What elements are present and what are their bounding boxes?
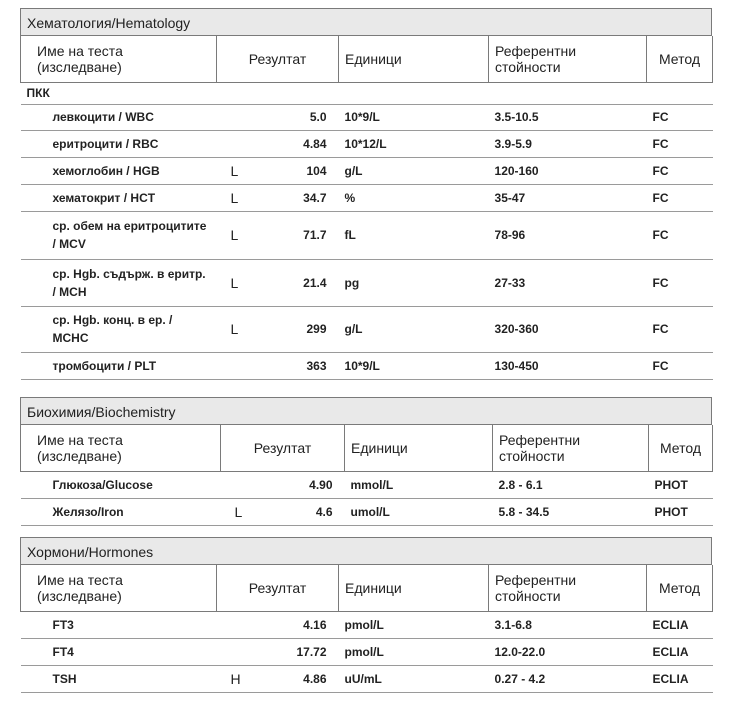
- group-row: [21, 82, 713, 104]
- col-name-header: Име на теста (изследване): [21, 565, 217, 611]
- table-row: [21, 352, 713, 379]
- hormones-section: [20, 537, 712, 693]
- col-method-header: Метод: [647, 36, 713, 82]
- col-name-header: Име на теста (изследване): [21, 425, 221, 471]
- test-unit: pmol/L: [339, 611, 489, 638]
- test-result: 363: [249, 352, 339, 379]
- table-row: [21, 157, 713, 184]
- biochemistry-title: Биохимия/Biochemistry: [20, 397, 712, 425]
- test-ref: 130-450: [489, 352, 647, 379]
- biochemistry-table: [20, 425, 713, 526]
- test-result: 4.6: [253, 498, 345, 525]
- test-result: 34.7: [249, 184, 339, 211]
- table-row: [21, 104, 713, 130]
- test-ref: 0.27 - 4.2: [489, 665, 647, 692]
- hormones-table: [20, 565, 713, 693]
- test-ref: 3.1-6.8: [489, 611, 647, 638]
- col-ref-header: Референтни стойности: [493, 425, 649, 471]
- test-name: еритроцити / RBC: [21, 130, 217, 157]
- test-method: ECLIA: [647, 611, 713, 638]
- test-flag: [221, 471, 253, 498]
- test-name: TSH: [21, 665, 217, 692]
- test-result: 4.16: [249, 611, 339, 638]
- test-method: PHOT: [649, 498, 713, 525]
- test-result: 71.7: [249, 211, 339, 259]
- test-flag: L: [221, 498, 253, 525]
- test-unit: %: [339, 184, 489, 211]
- col-method-header: Метод: [647, 565, 713, 611]
- test-name: ср. Hgb. конц. в ер. / MCHC: [21, 306, 217, 352]
- table-row: [21, 471, 713, 498]
- table-row: [21, 184, 713, 211]
- test-result: 299: [249, 306, 339, 352]
- test-name: ср. обем на еритроцитите / MCV: [21, 211, 217, 259]
- test-name: левкоцити / WBC: [21, 104, 217, 130]
- test-method: FC: [647, 306, 713, 352]
- test-ref: 12.0-22.0: [489, 638, 647, 665]
- test-name: ср. Hgb. съдърж. в еритр. / MCH: [21, 259, 217, 306]
- col-units-header: Единици: [339, 565, 489, 611]
- test-ref: 27-33: [489, 259, 647, 306]
- table-row: [21, 130, 713, 157]
- test-method: FC: [647, 104, 713, 130]
- table-row: [21, 611, 713, 638]
- col-result-header: Резултат: [221, 425, 345, 471]
- hematology-header-row: [21, 36, 713, 82]
- col-method-header: Метод: [649, 425, 713, 471]
- test-method: PHOT: [649, 471, 713, 498]
- group-label: ПКК: [21, 82, 713, 104]
- test-flag: L: [217, 259, 249, 306]
- test-unit: pg: [339, 259, 489, 306]
- test-unit: uU/mL: [339, 665, 489, 692]
- test-unit: 10*9/L: [339, 352, 489, 379]
- test-flag: [217, 638, 249, 665]
- hormones-header-row: [21, 565, 713, 611]
- test-method: FC: [647, 211, 713, 259]
- test-result: 17.72: [249, 638, 339, 665]
- test-name: FT3: [21, 611, 217, 638]
- test-ref: 3.5-10.5: [489, 104, 647, 130]
- table-row: [21, 665, 713, 692]
- hematology-table: [20, 36, 713, 380]
- test-flag: H: [217, 665, 249, 692]
- hematology-section: [20, 8, 712, 380]
- test-unit: 10*9/L: [339, 104, 489, 130]
- test-flag: [217, 352, 249, 379]
- test-flag: [217, 611, 249, 638]
- col-ref-header: Референтни стойности: [489, 565, 647, 611]
- test-unit: g/L: [339, 306, 489, 352]
- test-flag: L: [217, 211, 249, 259]
- test-name: тромбоцити / PLT: [21, 352, 217, 379]
- test-method: ECLIA: [647, 638, 713, 665]
- test-method: FC: [647, 259, 713, 306]
- table-row: [21, 498, 713, 525]
- test-unit: pmol/L: [339, 638, 489, 665]
- test-flag: L: [217, 157, 249, 184]
- test-ref: 2.8 - 6.1: [493, 471, 649, 498]
- test-ref: 5.8 - 34.5: [493, 498, 649, 525]
- col-ref-header: Референтни стойности: [489, 36, 647, 82]
- col-name-header: Име на теста (изследване): [21, 36, 217, 82]
- test-flag: [217, 130, 249, 157]
- test-result: 4.84: [249, 130, 339, 157]
- test-unit: fL: [339, 211, 489, 259]
- test-ref: 78-96: [489, 211, 647, 259]
- test-method: ECLIA: [647, 665, 713, 692]
- test-name: Глюкоза/Glucose: [21, 471, 221, 498]
- test-unit: 10*12/L: [339, 130, 489, 157]
- test-method: FC: [647, 130, 713, 157]
- hormones-title: Хормони/Hormones: [20, 537, 712, 565]
- test-unit: mmol/L: [345, 471, 493, 498]
- biochemistry-header-row: [21, 425, 713, 471]
- test-ref: 35-47: [489, 184, 647, 211]
- test-ref: 320-360: [489, 306, 647, 352]
- test-name: хематокрит / HCT: [21, 184, 217, 211]
- test-name: FT4: [21, 638, 217, 665]
- test-method: FC: [647, 352, 713, 379]
- test-name: хемоглобин / HGB: [21, 157, 217, 184]
- hematology-title: Хематология/Hematology: [20, 8, 712, 36]
- table-row: [21, 259, 713, 306]
- test-flag: [217, 104, 249, 130]
- col-units-header: Единици: [345, 425, 493, 471]
- biochemistry-section: [20, 397, 712, 526]
- test-flag: L: [217, 184, 249, 211]
- test-name: Желязо/Iron: [21, 498, 221, 525]
- test-result: 4.86: [249, 665, 339, 692]
- test-result: 5.0: [249, 104, 339, 130]
- test-result: 4.90: [253, 471, 345, 498]
- table-row: [21, 211, 713, 259]
- table-row: [21, 306, 713, 352]
- table-row: [21, 638, 713, 665]
- test-result: 104: [249, 157, 339, 184]
- test-flag: L: [217, 306, 249, 352]
- col-result-header: Резултат: [217, 36, 339, 82]
- test-method: FC: [647, 184, 713, 211]
- col-units-header: Единици: [339, 36, 489, 82]
- test-result: 21.4: [249, 259, 339, 306]
- test-method: FC: [647, 157, 713, 184]
- test-ref: 3.9-5.9: [489, 130, 647, 157]
- test-ref: 120-160: [489, 157, 647, 184]
- col-result-header: Резултат: [217, 565, 339, 611]
- test-unit: umol/L: [345, 498, 493, 525]
- test-unit: g/L: [339, 157, 489, 184]
